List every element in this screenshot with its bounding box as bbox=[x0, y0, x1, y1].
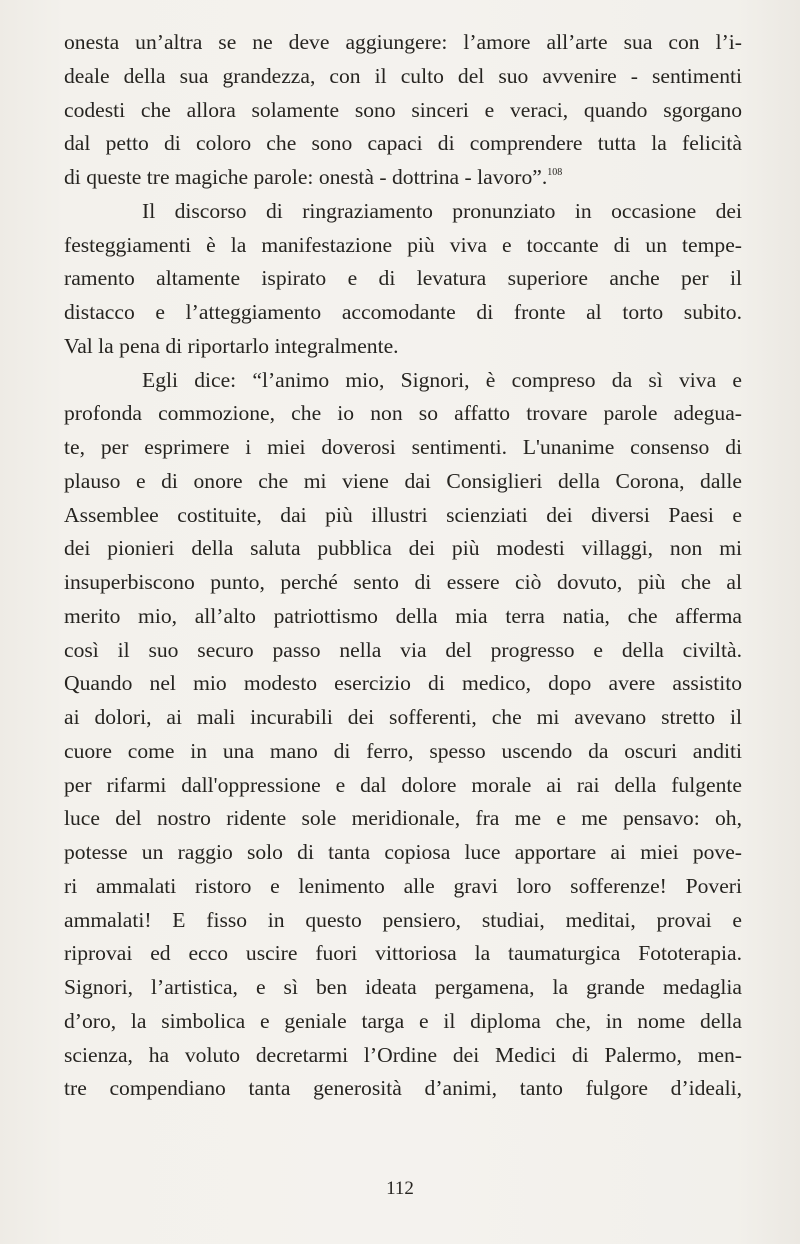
footnote-reference: 108 bbox=[547, 167, 563, 178]
page-number: 112 bbox=[386, 1178, 414, 1199]
text-line: cuore come in una mano di ferro, spesso uscendo da oscuri anditi bbox=[64, 738, 742, 763]
text-line: ai dolori, ai mali incurabili dei sofferenti, che mi avevano stretto il bbox=[64, 705, 742, 729]
text-line: di queste tre magiche parole: onestà - dottrina - lavoro”.$^{108}$ bbox=[64, 165, 563, 189]
text-line: scienza, ha voluto decretarmi l’Ordine dei Medici di Palermo, men- bbox=[64, 1042, 742, 1067]
text-line: distacco e l’atteggiamento accomodante di fronte al torto subito. bbox=[64, 300, 742, 324]
text-line: merito mio, all’alto patriottismo della mia terra natia, che afferma bbox=[64, 603, 742, 628]
text-line: dal petto di coloro che sono capaci di comprendere tutta la felicità bbox=[64, 131, 742, 156]
text-line: per rifarmi dall'oppressione e dal dolore morale ai rai della fulgente bbox=[64, 772, 742, 797]
text-line: Quando nel mio modesto esercizio di medico, dopo avere assistito bbox=[64, 671, 742, 696]
text-line: insuperbiscono punto, perché sento di essere ciò dovuto, più che al bbox=[64, 570, 742, 594]
text-line: profonda commozione, che io non so affatto trovare parole adegua- bbox=[64, 401, 742, 426]
text-line: luce del nostro ridente sole meridionale, fra me e me pensavo: oh, bbox=[64, 806, 742, 831]
text-line: plauso e di onore che mi viene dai Consiglieri della Corona, dalle bbox=[64, 468, 742, 493]
text-line: così il suo securo passo nella via del progresso e della civiltà. bbox=[64, 637, 742, 662]
body-text bbox=[64, 26, 742, 1106]
text-line: ri ammalati ristoro e lenimento alle gravi loro sofferenze! Poveri bbox=[64, 873, 742, 898]
text-line: te, per esprimere i miei doverosi sentimenti. L'unanime consenso di bbox=[64, 435, 742, 459]
text-line: dei pionieri della saluta pubblica dei più modesti villaggi, non mi bbox=[64, 536, 742, 561]
text-line: ramento altamente ispirato e di levatura superiore anche per il bbox=[64, 266, 742, 291]
text-line: Signori, l’artistica, e sì ben ideata pergamena, la grande medaglia bbox=[64, 975, 742, 999]
text-line: ammalati! E fisso in questo pensiero, studiai, meditai, provai e bbox=[64, 907, 742, 932]
text-line: d’oro, la simbolica e geniale targa e il diploma che, in nome della bbox=[64, 1008, 742, 1033]
text-line: codesti che allora solamente sono sinceri e veraci, quando sgorgano bbox=[64, 97, 742, 122]
text-line: Egli dice: “l’animo mio, Signori, è compreso da sì viva e bbox=[142, 367, 742, 392]
text-line: riprovai ed ecco uscire fuori vittoriosa la taumaturgica Fototerapia. bbox=[64, 941, 742, 966]
text-line: potesse un raggio solo di tanta copiosa luce apportare ai miei pove- bbox=[64, 840, 742, 864]
text-line: Assemblee costituite, dai più illustri scienziati dei diversi Paesi e bbox=[64, 502, 742, 527]
text-line: Val la pena di riportarlo integralmente. bbox=[64, 333, 399, 358]
text-line: deale della sua grandezza, con il culto del suo avvenire - sentimenti bbox=[64, 63, 742, 88]
text-line: onesta un’altra se ne deve aggiungere: l’amore all’arte sua con l’i- bbox=[64, 30, 742, 54]
text-line: Il discorso di ringraziamento pronunziato in occasione dei bbox=[142, 198, 742, 223]
text-line: festeggiamenti è la manifestazione più viva e toccante di un tempe- bbox=[64, 232, 742, 257]
text-line: tre compendiano tanta generosità d’animi, tanto fulgore d’ideali, bbox=[64, 1076, 742, 1101]
